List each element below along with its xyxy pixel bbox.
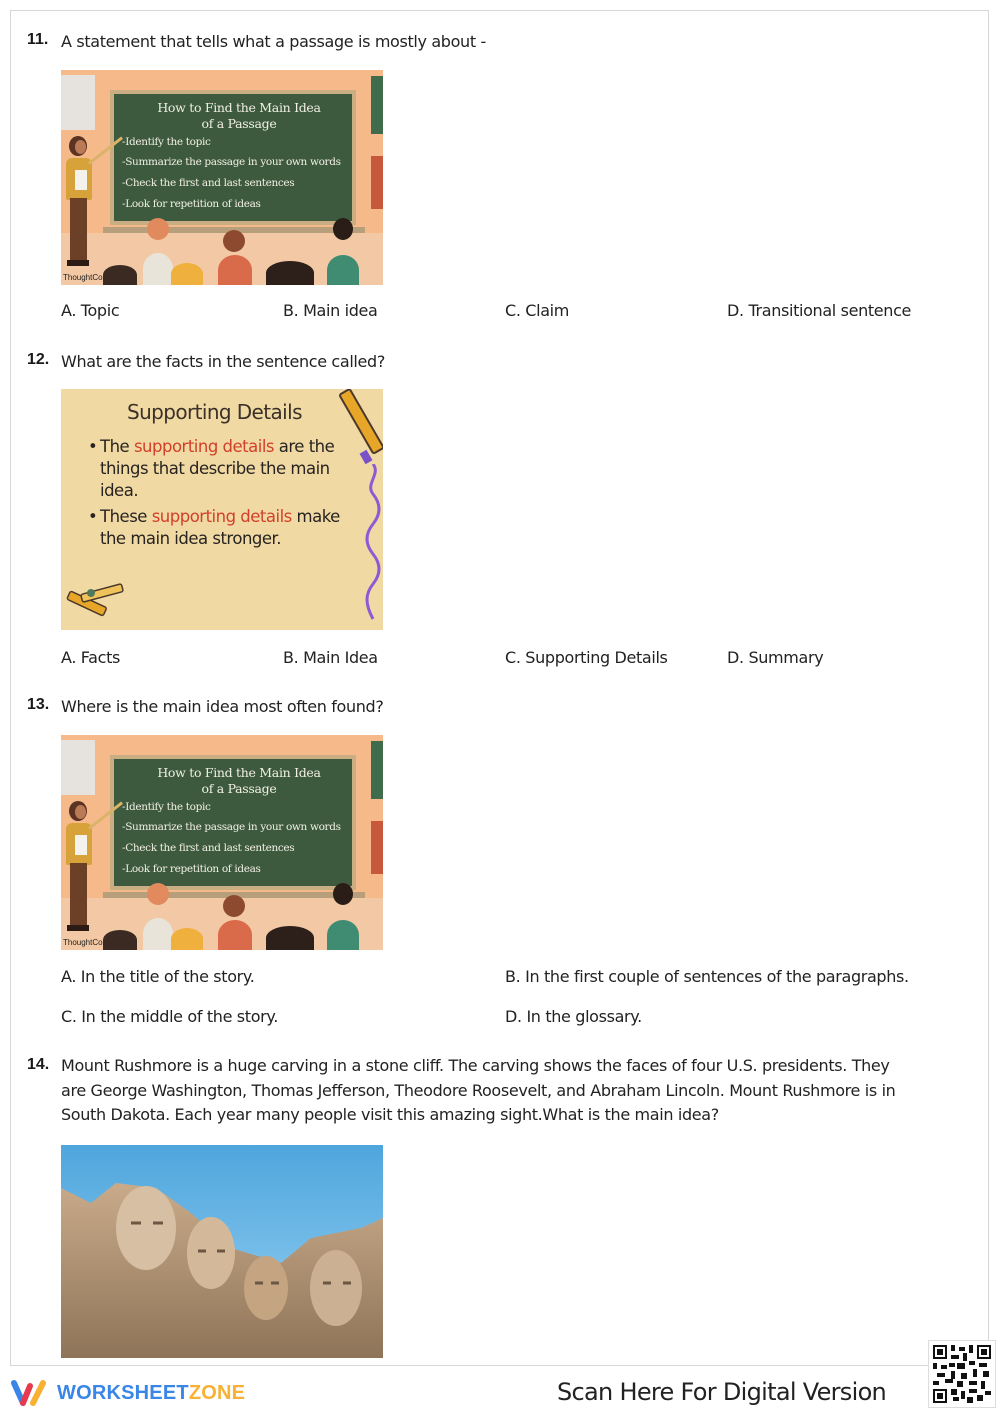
- mount-rushmore-photo: [61, 1145, 383, 1358]
- board-line: -Check the first and last sentences: [122, 177, 295, 189]
- passage-line: Mount Rushmore is a huge carving in a stone cliff. The carving shows the faces of four U.S. presidents. They: [61, 1056, 890, 1075]
- board-line: -Look for repetition of ideas: [122, 198, 261, 210]
- option-c[interactable]: C. Claim: [505, 301, 569, 320]
- board-line: -Summarize the passage in your own words: [122, 821, 341, 833]
- qr-code-icon[interactable]: [928, 1340, 996, 1408]
- board-title-line-2: of a Passage: [201, 116, 277, 131]
- option-c[interactable]: C. Supporting Details: [505, 648, 668, 667]
- worksheetzone-logo-icon: [10, 1378, 50, 1408]
- question-passage: [61, 1054, 941, 1128]
- chalkboard: [110, 755, 356, 890]
- option-a[interactable]: A. Topic: [61, 301, 120, 320]
- board-line: -Look for repetition of ideas: [122, 863, 261, 875]
- main-idea-chalkboard-image: [61, 70, 383, 285]
- brand-text: ZONE: [188, 1381, 246, 1404]
- thoughtco-logo: ThoughtCo.: [63, 273, 105, 282]
- slide-title: Supporting Details: [127, 400, 302, 424]
- chalkboard: [110, 90, 356, 225]
- option-b[interactable]: B. Main idea: [283, 301, 378, 320]
- option-b[interactable]: B. Main Idea: [283, 648, 378, 667]
- squiggle-decoration-icon: [363, 464, 383, 624]
- option-b[interactable]: B. In the first couple of sentences of the paragraphs.: [505, 967, 909, 986]
- board-line: -Summarize the passage in your own words: [122, 156, 341, 168]
- crayons-icon: [63, 581, 127, 621]
- scan-instruction: Scan Here For Digital Version: [557, 1378, 887, 1406]
- supporting-details-slide-image: [61, 389, 383, 630]
- main-idea-chalkboard-image: [61, 735, 383, 950]
- board-title-line-1: How to Find the Main Idea: [157, 100, 321, 115]
- option-c[interactable]: C. In the middle of the story.: [61, 1007, 278, 1026]
- passage-line: are George Washington, Thomas Jefferson, Theodore Roosevelt, and Abraham Lincoln. Mount Rushmore is in: [61, 1080, 896, 1100]
- board-line: -Check the first and last sentences: [122, 842, 295, 854]
- question-number: 12.: [27, 351, 50, 368]
- passage-line: South Dakota. Each year many people visit this amazing sight.What is the main idea?: [61, 1105, 719, 1124]
- thoughtco-logo: ThoughtCo.: [63, 938, 105, 947]
- board-title-line-2: of a Passage: [201, 781, 277, 796]
- option-d[interactable]: D. In the glossary.: [505, 1007, 642, 1026]
- brand-text: WORKSHEET: [57, 1381, 189, 1404]
- option-d[interactable]: D. Summary: [727, 648, 824, 667]
- board-title-line-1: How to Find the Main Idea: [157, 765, 321, 780]
- question-text: A statement that tells what a passage is mostly about -: [61, 32, 486, 51]
- slide-bullet: • These supporting details make the main idea stronger.: [88, 507, 340, 548]
- slide-bullet: • The supporting details are the things that describe the main idea.: [88, 437, 335, 500]
- option-a[interactable]: A. In the title of the story.: [61, 967, 255, 986]
- question-number: 14.: [27, 1056, 50, 1073]
- board-line: -Identify the topic: [122, 136, 211, 148]
- question-text: What are the facts in the sentence called?: [61, 352, 385, 371]
- option-d[interactable]: D. Transitional sentence: [727, 301, 912, 320]
- question-number: 11.: [27, 31, 49, 48]
- board-line: -Identify the topic: [122, 801, 211, 813]
- worksheetzone-logo[interactable]: [10, 1378, 245, 1408]
- question-number: 13.: [27, 696, 50, 713]
- question-text: Where is the main idea most often found?: [61, 697, 384, 716]
- option-a[interactable]: A. Facts: [61, 648, 120, 667]
